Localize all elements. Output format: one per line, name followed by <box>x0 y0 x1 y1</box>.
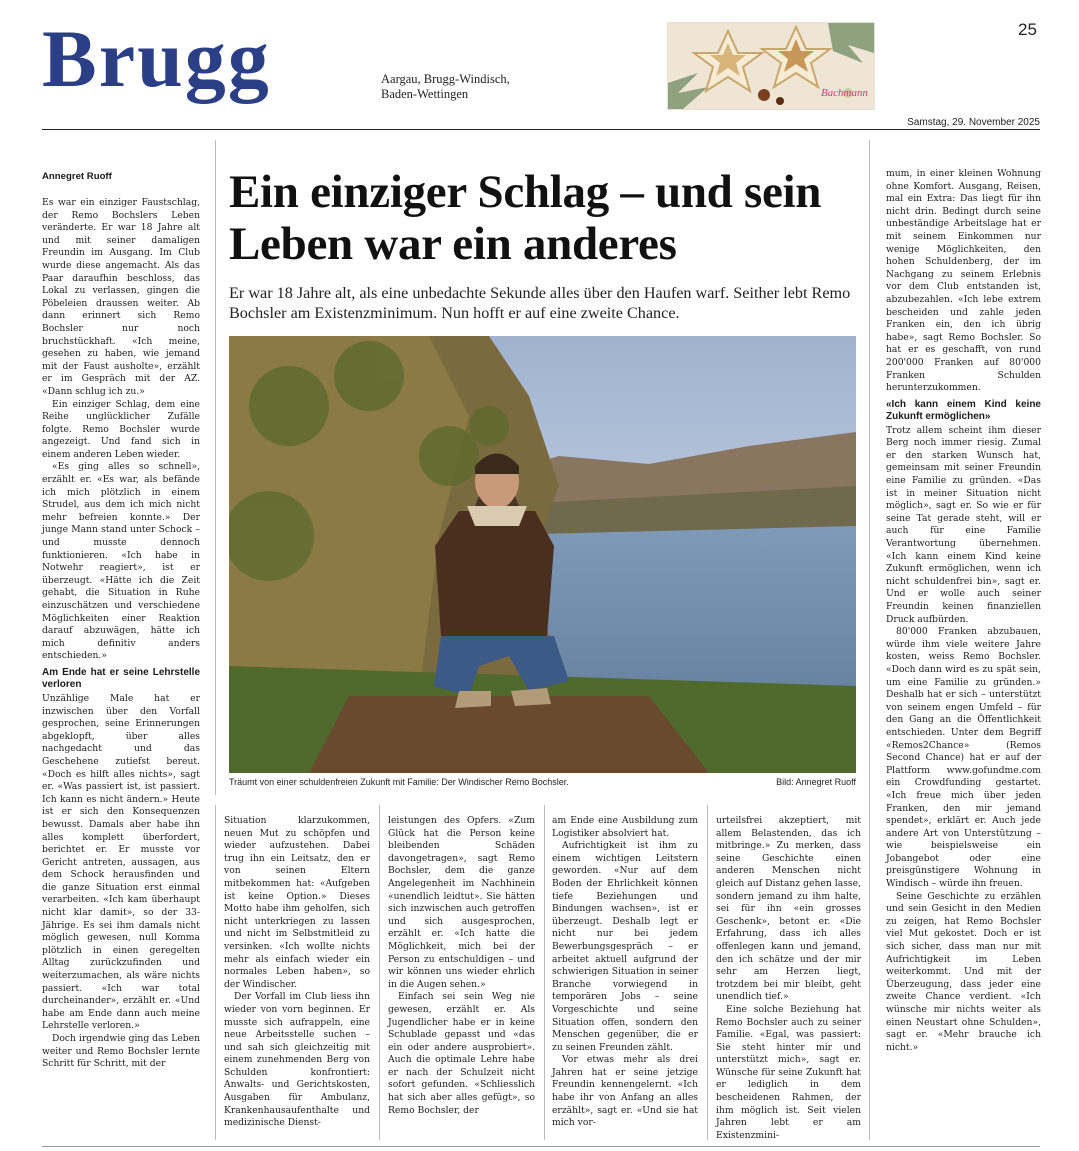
ad-brand-label: Bachmann <box>820 87 868 99</box>
paragraph: am Ende eine Ausbildung zum Logistiker absolviert hat. <box>552 815 698 839</box>
paragraph: urteilsfrei akzeptiert, mit allem Belastenden, das ich mitbringe.» Zu merken, dass seine Geschichte einen anderen Menschen nicht gleich auf Distanz gehen lasse, sondern jemand zu ihm halte, sei für ihn «ein grosses Geschenk», betont er. «Die Erfahrung, dass ich alles offenlegen kann und jemand, den ich schätze und der mir sehr am Herzen liegt, trotzdem bei mir bleibt, geht unendlich tief.» <box>716 815 861 1003</box>
header-rule <box>42 129 1040 130</box>
footer-rule <box>42 1146 1040 1147</box>
photo-caption: Träumt von einer schuldenfreien Zukunft mit Familie: Der Windischer Remo Bochsler. <box>229 777 569 787</box>
article-photo <box>229 336 856 773</box>
photo-credit: Bild: Annegret Ruoff <box>776 777 856 787</box>
column-divider <box>869 140 870 1140</box>
subheading: «Ich kann einem Kind keine Zukunft ermöglichen» <box>886 398 1041 423</box>
column-divider <box>215 805 216 1140</box>
paragraph: Situation klarzukommen, neuen Mut zu schöpfen und wieder aufzustehen. Dabei trug ihn ein Leitsatz, den er von seinen Eltern mitbekommen hat: «Aufgeben ist keine Option.» Dieses Motto habe ihm geholfen, sich nicht unterkriegen zu lassen und nicht im Selbstmitleid zu versinken. «Ich wollte nichts mehr als einfach wieder ein normales Leben haben», so der Windischer. <box>224 815 370 990</box>
subheading: Am Ende hat er seine Lehrstelle verloren <box>42 666 200 691</box>
region-line-1: Aargau, Brugg-Windisch, <box>381 72 510 86</box>
paragraph: Es war ein einziger Faustschlag, der Remo Bochslers Leben veränderte. Er war 18 Jahre alt und mit seiner damaligen Freundin im Ausgang. Im Club wurde diese angemacht. Als das Paar daraufhin beschloss, das Lokal zu verlassen, gingen die Pöbeleien draussen weiter. Ab dann erinnert sich Remo Bochsler nur noch bruchstückhaft. «Ich meine, gesehen zu haben, wie jemand mit der Faust ausholte», erzählt er im Gespräch mit der AZ. «Dann schlug ich zu.» <box>42 197 200 397</box>
issue-date: Samstag, 29. November 2025 <box>907 117 1040 128</box>
column-divider <box>544 805 545 1140</box>
paragraph: Doch irgendwie ging das Leben weiter und Remo Bochsler lernte Schritt für Schritt, mit der <box>42 1033 200 1070</box>
paragraph: Seine Geschichte zu erzählen und sein Gesicht in den Medien zu zeigen, hat Remo Bochsler viel Mut gekostet. Doch er ist sich sicher, dass man nur mit Aufrichtigkeit im Leben weiterkommt. Und mit der Überzeugung, dass jeder eine zweite Chance verdient. «Ich wünsche mir nichts weiter als einen Neustart ohne Schulden», sagt er. «Mehr brauche ich nicht.» <box>886 890 1041 1053</box>
article-column-2 <box>224 815 370 1130</box>
paragraph: Einfach sei sein Weg nie gewesen, erzählt er. Als Jugendlicher habe er in keine Schublade gepasst und «das ein oder andere ausprobiert». Auch die optimale Lehre habe er nach der Schulzeit nicht sofort gefunden. «Schliesslich hat sich aber alles gefügt», so Remo Bochsler, der <box>388 991 535 1116</box>
paragraph: Eine solche Beziehung hat Remo Bochsler auch zu seiner Familie. «Egal, was passiert: Sie steht hinter mir und unterstützt mich», sagt er. Wünsche für seine Zukunft hat er lediglich in dem bescheidenen Rahmen, der ihm möglich ist. Seit vielen Jahren lebt er am Existenzmini- <box>716 1003 861 1141</box>
article-column-5 <box>716 815 861 1142</box>
article-author: Annegret Ruoff <box>42 171 112 182</box>
page-number: 25 <box>1018 20 1037 39</box>
article-lead: Er war 18 Jahre alt, als eine unbedachte Sekunde alles über den Haufen warf. Seither lebt Remo Bochsler am Existenzminimum. Nun hofft er auf eine zweite Chance. <box>229 284 851 322</box>
article-headline: Ein einziger Schlag – und sein Leben war ein anderes <box>229 166 822 270</box>
paragraph: Unzählige Male hat er inzwischen über den Vorfall gesprochen, seine Erinnerungen abgeklopft, über alles nachgedacht und das Geschehene zutiefst bereut. «Doch es hilft alles nichts», sagt er. «Was passiert ist, ist passiert. Ich kann es nicht ändern.» Heute ist er sich den Konsequenzen bewusst. Damals aber habe ihn alles komplett überfordert, berichtet er. Er musste vor Gericht antreten, aussagen, aus dem Schock herausfinden und die ganze Situation erst einmal verarbeiten. «Ich kam überhaupt nicht klar damit», so der 33-Jährige. Es sei ihm damals nicht möglich gewesen, null Komma plötzlich in einen geregelten Alltag zurückzufinden und weiterzumachen, als wäre nichts passiert. «Ich war total durcheinander», erzählt er. «Und habe am Ende dann auch meine Lehrstelle verloren.» <box>42 692 200 1032</box>
article-column-3 <box>388 815 535 1117</box>
region-line-2: Baden-Wettingen <box>381 87 469 101</box>
article-column-6 <box>886 168 1041 1054</box>
paragraph: Aufrichtigkeit ist ihm zu einem wichtigen Leitstern geworden. «Nur auf dem Boden der Ehrlichkeit können tiefe Beziehungen und Bindungen wachsen», ist er überzeugt. Deshalb legt er nicht nur bei jedem Bewerbungsgespräch – er arbeitet aktuell aufgrund der schwierigen Situation in seiner Branche vorwiegend in temporären Jobs – seine Vorgeschichte und seine Situation offen, sondern den Menschen gegenüber, die er zu seinen Freunden zählt. <box>552 840 698 1053</box>
region-label <box>381 72 510 102</box>
paragraph: Der Vorfall im Club liess ihn wieder von vorn beginnen. Er musste sich aufrappeln, eine neue Arbeitsstelle suchen – und sah sich gleichzeitig mit einem zunehmenden Berg von Schulden konfrontiert: Anwalts- und Gerichtskosten, Ausgaben für Ambulanz, Krankenhausaufenthalte und medizinische Dienst- <box>224 991 370 1129</box>
riverbank-portrait-image <box>229 336 856 773</box>
paragraph: Trotz allem scheint ihm dieser Berg noch immer riesig. Zumal er den starken Wunsch hat, gemeinsam mit seiner Freundin eine Familie zu gründen. «Das ist in meiner Situation nicht möglich», sagt er. So wie er für seine Tat gerade steht, will er auch für eine Familie Verantwortung übernehmen. «Ich kann einem Kind keine Zukunft ermöglichen, wenn ich nicht schuldenfrei bin», sagt er. Und er wolle auch seiner Freundin keinen finanziellen Druck aufbürden. <box>886 424 1041 625</box>
paragraph: «Es ging alles so schnell», erzählt er. «Es war, als befände ich mich plötzlich in einem Strudel, aus dem ich mich nicht mehr befreien konnte.» Der junge Mann stand unter Schock – und musste dennoch funktionieren. «Ich habe in Notwehr reagiert», ist er überzeugt. «Hätte ich die Zeit gehabt, die Situation in Ruhe einzuschätzen und verschiedene Möglichkeiten einer Reaktion darauf abzuwägen, hätte ich mich definitiv anders entschieden.» <box>42 461 200 662</box>
masthead-title: Brugg <box>42 13 271 104</box>
paragraph: Vor etwas mehr als drei Jahren hat er seine jetzige Freundin kennengelernt. «Ich habe ihr von Anfang an alles erzählt», sagt er. «Und sie hat mich vor- <box>552 1054 698 1129</box>
article-column-1 <box>42 197 200 1071</box>
paragraph: mum, in einer kleinen Wohnung ohne Komfort. Ausgang, Reisen, mal ein Extra: Das liegt für ihn nicht drin. Bedingt durch seine unbeständige Arbeitslage hat er mit seinem Einkommen nur wenige Möglichkeiten, den hohen Schuldenberg, der im Nachgang zu seinem Erlebnis vor dem Club entstanden ist, abzubezahlen. «Ich lebe extrem bescheiden und zahle jeden Franken ein, den ich übrig habe», sagt Remo Bochsler. So hat er es geschafft, von rund 200'000 Franken auf 80'000 Franken Schulden herunterzukommen. <box>886 168 1041 394</box>
column-divider <box>379 805 380 1140</box>
chocolate-icon <box>758 89 770 101</box>
advertisement[interactable] <box>667 22 875 110</box>
paragraph: leistungen des Opfers. «Zum Glück hat die Person keine bleibenden Schäden davongetragen», sagt Remo Bochsler, dem die ganze Angelegenheit im Nachhinein «unendlich leidtut». Sie hätten sich inzwischen auch getroffen und sich ausgesprochen, erzählt er. «Ich hatte die Möglichkeit, mich bei der Person zu entschuldigen – und wir können uns wieder ehrlich in die Augen sehen.» <box>388 815 535 990</box>
paragraph: 80'000 Franken abzubauen, würde ihm viele weitere Jahre kosten, weiss Remo Bochsler. «Doch dann wird es zu spät sein, um eine Familie zu gründen.» Deshalb hat er sich – unterstützt von seinem engen Umfeld – für den Gang an die Öffentlichkeit entschieden. Unter dem Begriff «Remos2Chance» (Remos Second Chance) hat er auf der Plattform www.gofundme.com ein Crowdfunding gestartet. «Ich freue mich über jeden Franken, den mir jemand spendet», erklärt er. Auch jede andere Art von Unterstützung – wie beispielsweise ein Jobangebot oder eine preisgünstigere Wohnung in Windisch – würde ihn freuen. <box>886 626 1041 890</box>
column-divider <box>707 805 708 1140</box>
chocolate-icon <box>776 97 784 105</box>
article-column-4 <box>552 815 698 1130</box>
column-divider <box>215 140 216 795</box>
paragraph: Ein einziger Schlag, dem eine Reihe unglücklicher Zufälle folgte. Remo Bochsler wurde angezeigt. Und fand sich in einem anderen Leben wieder. <box>42 398 200 460</box>
